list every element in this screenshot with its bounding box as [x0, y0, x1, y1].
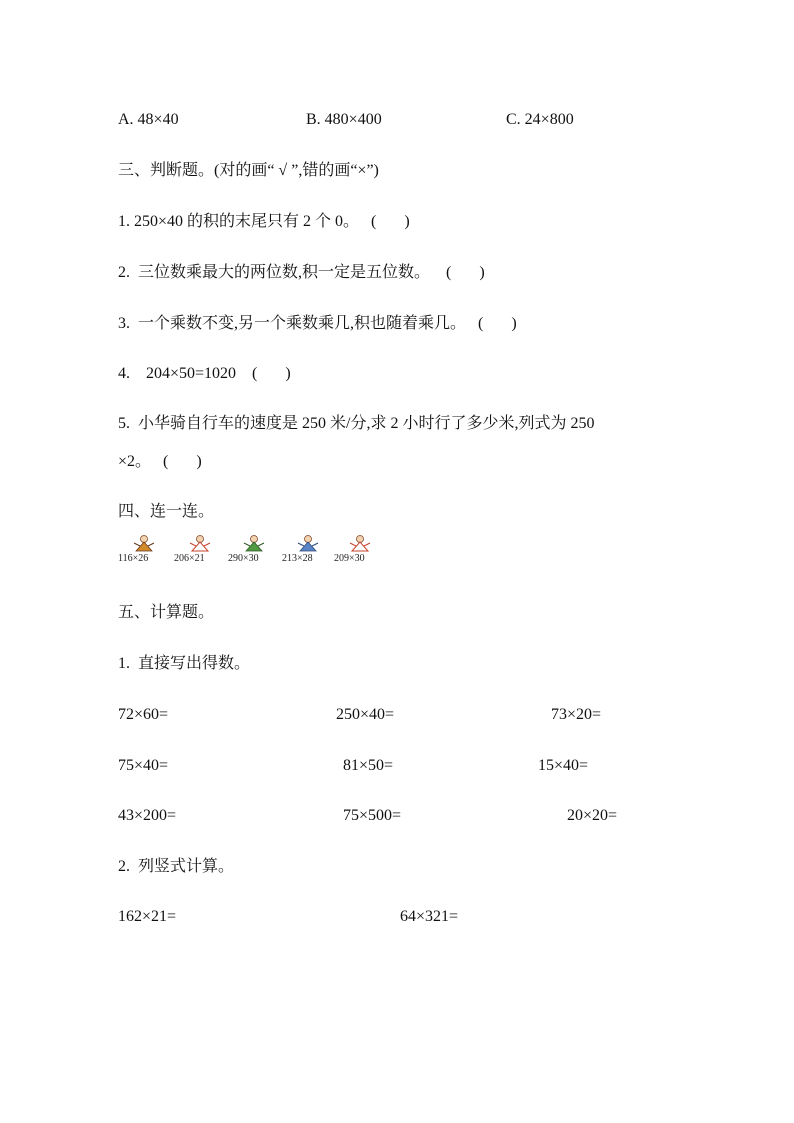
subsection-title: 1. 直接写出得数。 [118, 655, 251, 672]
question-item: 3. 一个乘数不变,另一个乘数乘几,积也随着乘几。 ( ) [118, 315, 517, 332]
figure-card [334, 534, 386, 568]
child-figure-icon [188, 534, 212, 552]
figure-label: 209×30 [334, 553, 365, 564]
figure-label: 290×30 [228, 553, 259, 564]
figure-label: 206×21 [174, 553, 205, 564]
problem: 73×20= [551, 706, 602, 723]
problem: 15×40= [538, 757, 589, 774]
problem: 20×20= [567, 807, 618, 824]
child-figure-icon [348, 534, 372, 552]
problem: 75×500= [343, 807, 402, 824]
question-item-continued: ×2。 ( ) [118, 453, 202, 470]
problem: 75×40= [118, 757, 169, 774]
subsection-title: 2. 列竖式计算。 [118, 858, 235, 875]
option-b: B. 480×400 [306, 111, 382, 128]
section-title: 四、连一连。 [118, 503, 215, 520]
problem: 43×200= [118, 807, 177, 824]
option-c: C. 24×800 [506, 111, 574, 128]
section-title: 三、判断题。(对的画“ √ ”,错的画“×”) [118, 162, 379, 179]
question-item: 1. 250×40 的积的末尾只有 2 个 0。 ( ) [118, 213, 410, 230]
matching-figures [118, 534, 398, 568]
figure-card [118, 534, 170, 568]
problem: 72×60= [118, 706, 169, 723]
figure-card [174, 534, 226, 568]
child-figure-icon [132, 534, 156, 552]
problem: 81×50= [343, 757, 394, 774]
question-item: 5. 小华骑自行车的速度是 250 米/分,求 2 小时行了多少米,列式为 250 [118, 415, 595, 432]
figure-card [228, 534, 280, 568]
child-figure-icon [296, 534, 320, 552]
figure-label: 116×26 [118, 553, 149, 564]
problem: 64×321= [400, 908, 459, 925]
figure-label: 213×28 [282, 553, 313, 564]
section-title: 五、计算题。 [118, 604, 215, 621]
question-item: 2. 三位数乘最大的两位数,积一定是五位数。 ( ) [118, 264, 485, 281]
problem: 250×40= [336, 706, 395, 723]
child-figure-icon [242, 534, 266, 552]
option-a: A. 48×40 [118, 111, 179, 128]
question-item: 4. 204×50=1020 ( ) [118, 365, 291, 382]
figure-card [282, 534, 334, 568]
problem: 162×21= [118, 908, 177, 925]
